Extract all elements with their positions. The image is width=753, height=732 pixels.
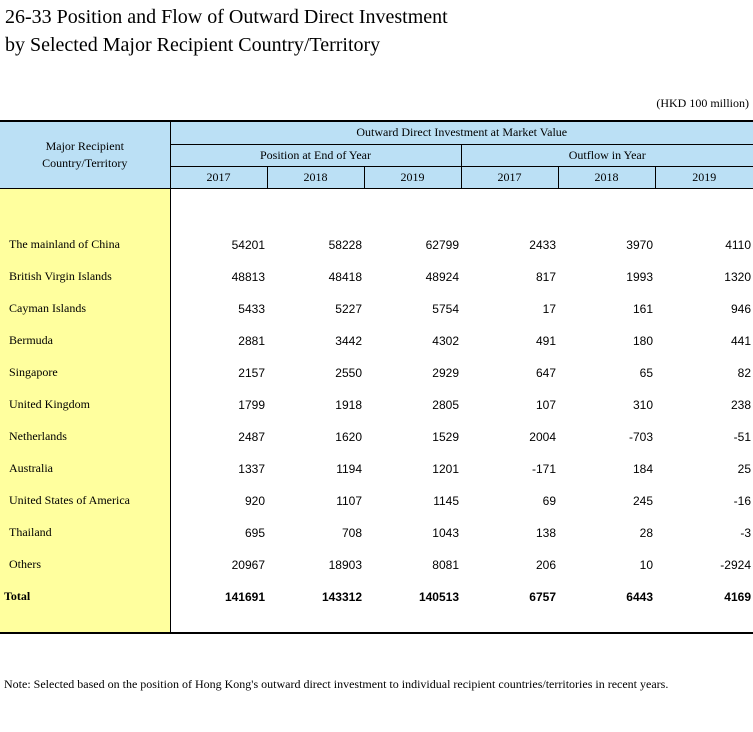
cell-position-2018: 48418: [328, 269, 362, 284]
cell-outflow-2017: 69: [542, 493, 556, 508]
cell-position-2017: 695: [244, 525, 265, 540]
cell-position-2019: 1529: [432, 429, 459, 444]
cell-position-2017: 54201: [231, 237, 265, 252]
cell-outflow-2018: 161: [632, 301, 653, 316]
cell-outflow-2018: 3970: [626, 237, 653, 252]
header-year-outflow-2019: 2019: [655, 166, 753, 188]
cell-position-2019: 8081: [432, 557, 459, 572]
cell-outflow-2017: 491: [535, 333, 556, 348]
cell-outflow-2019: -3: [740, 525, 751, 540]
title-line-2: by Selected Major Recipient Country/Territory: [5, 34, 381, 56]
table-row: [0, 261, 753, 293]
cell-position-2017: 1799: [238, 397, 265, 412]
cell-position-2019: 2929: [432, 365, 459, 380]
table-row: [0, 357, 753, 389]
cell-position-2018: 18903: [328, 557, 362, 572]
cell-outflow-2019: 25: [737, 461, 751, 476]
table-row: [0, 389, 753, 421]
cell-outflow-2017: 647: [535, 365, 556, 380]
cell-position-2019: 4302: [432, 333, 459, 348]
cell-position-2018: 2550: [335, 365, 362, 380]
cell-outflow-2019: -2924: [720, 557, 751, 572]
cell-position-2019: 1201: [432, 461, 459, 476]
row-name: United States of America: [0, 485, 170, 517]
row-name: Thailand: [0, 517, 170, 549]
investment-table: [0, 120, 753, 634]
row-name: British Virgin Islands: [0, 261, 170, 293]
table-row: [0, 549, 753, 581]
table-row: [0, 325, 753, 357]
row-name: Netherlands: [0, 421, 170, 453]
cell-outflow-2019: 238: [730, 397, 751, 412]
cell-outflow-2019: -51: [733, 429, 751, 444]
total-label: Total: [0, 581, 170, 613]
table-row: [0, 229, 753, 261]
cell-outflow-2017: 206: [535, 557, 556, 572]
header-country-line-1: Major Recipient: [45, 138, 124, 153]
cell-outflow-2018: 310: [632, 397, 653, 412]
cell-position-2018: 1194: [336, 461, 362, 476]
row-name: Cayman Islands: [0, 293, 170, 325]
cell-outflow-2018: 28: [639, 525, 653, 540]
cell-outflow-2019: 1320: [724, 269, 751, 284]
table-row: [0, 421, 753, 453]
cell-position-2019: 62799: [425, 237, 459, 252]
cell-position-2019: 5754: [432, 301, 459, 316]
header-country: [0, 121, 170, 188]
unit-label: (HKD 100 million): [656, 96, 749, 110]
cell-position-2017: 1337: [238, 461, 265, 476]
cell-outflow-2019: 4110: [725, 237, 751, 252]
row-name: Singapore: [0, 357, 170, 389]
row-name: Others: [0, 549, 170, 581]
footnote: Note: Selected based on the position of Hong Kong's outward direct investment to individual recipient countries/territories in recent years.: [4, 677, 669, 691]
cell-position-2018: 5227: [335, 301, 362, 316]
cell-position-2017: 2157: [238, 365, 265, 380]
header-year-outflow-2017: 2017: [461, 166, 558, 188]
table-row: [0, 293, 753, 325]
total-position-2018: 143312: [321, 589, 362, 604]
cell-outflow-2019: -16: [733, 493, 751, 508]
cell-position-2019: 1145: [433, 493, 459, 508]
header-year-position-2018: 2018: [267, 166, 364, 188]
header-year-outflow-2018: 2018: [558, 166, 655, 188]
cell-position-2017: 48813: [231, 269, 265, 284]
spacer-row: [0, 613, 753, 634]
cell-position-2018: 1918: [335, 397, 362, 412]
cell-outflow-2017: 17: [542, 301, 556, 316]
header-group: Outward Direct Investment at Market Value: [170, 121, 753, 144]
cell-position-2018: 708: [341, 525, 362, 540]
cell-outflow-2018: 180: [632, 333, 653, 348]
cell-outflow-2017: -171: [531, 461, 556, 476]
cell-position-2018: 3442: [335, 333, 362, 348]
table-row: [0, 453, 753, 485]
cell-outflow-2017: 107: [535, 397, 556, 412]
cell-outflow-2018: 184: [632, 461, 653, 476]
table-row: [0, 517, 753, 549]
cell-outflow-2018: 10: [639, 557, 653, 572]
cell-position-2019: 2805: [432, 397, 459, 412]
row-name: Bermuda: [0, 325, 170, 357]
cell-outflow-2018: 65: [639, 365, 653, 380]
header-year-position-2017: 2017: [170, 166, 267, 188]
row-name: United Kingdom: [0, 389, 170, 421]
cell-outflow-2019: 82: [737, 365, 751, 380]
row-name: Australia: [0, 453, 170, 485]
title-line-1: 26-33 Position and Flow of Outward Direct Investment: [5, 6, 448, 28]
cell-position-2019: 1043: [432, 525, 459, 540]
cell-outflow-2018: 1993: [626, 269, 653, 284]
page-title: [5, 3, 448, 59]
cell-outflow-2017: 2433: [529, 237, 556, 252]
cell-outflow-2019: 946: [730, 301, 751, 316]
header-outflow: Outflow in Year: [461, 144, 753, 166]
cell-position-2017: 920: [244, 493, 265, 508]
cell-outflow-2017: 2004: [529, 429, 556, 444]
cell-position-2017: 5433: [238, 301, 265, 316]
cell-position-2019: 48924: [425, 269, 459, 284]
cell-position-2018: 1620: [335, 429, 362, 444]
cell-outflow-2019: 441: [730, 333, 751, 348]
total-outflow-2017: 6757: [529, 589, 556, 604]
total-row: [0, 581, 753, 613]
cell-position-2018: 1107: [336, 493, 362, 508]
header-year-position-2019: 2019: [364, 166, 461, 188]
spacer-row: [0, 188, 753, 229]
cell-outflow-2017: 817: [535, 269, 556, 284]
cell-position-2017: 2487: [238, 429, 265, 444]
header-country-line-2: Country/Territory: [42, 155, 128, 170]
total-outflow-2018: 6443: [626, 589, 653, 604]
row-name: The mainland of China: [0, 229, 170, 261]
cell-position-2018: 58228: [328, 237, 362, 252]
cell-position-2017: 20967: [231, 557, 265, 572]
cell-outflow-2018: -703: [628, 429, 653, 444]
total-outflow-2019: 4169: [724, 589, 751, 604]
cell-outflow-2018: 245: [632, 493, 653, 508]
total-position-2019: 140513: [418, 589, 459, 604]
header-position: Position at End of Year: [170, 144, 461, 166]
cell-outflow-2017: 138: [535, 525, 556, 540]
table-row: [0, 485, 753, 517]
cell-position-2017: 2881: [238, 333, 265, 348]
total-position-2017: 141691: [224, 589, 265, 604]
